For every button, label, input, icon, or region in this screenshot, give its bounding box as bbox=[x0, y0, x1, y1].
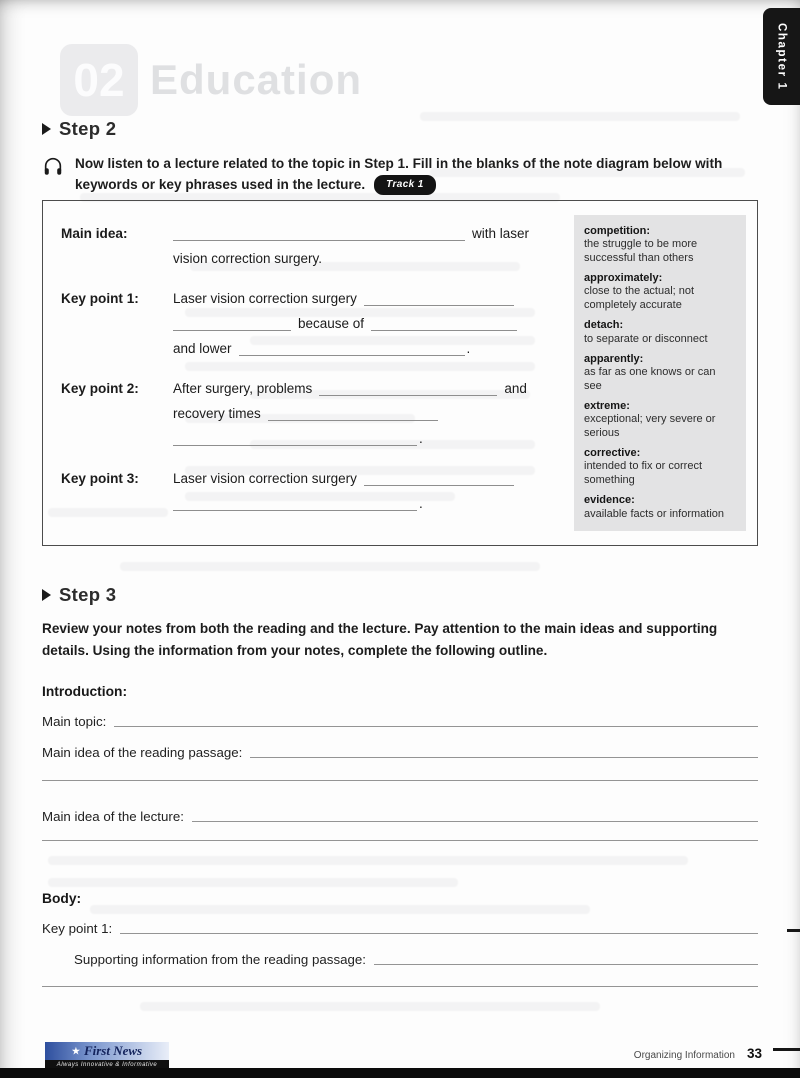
ghost-unit-title: Education bbox=[150, 56, 363, 103]
page-footer bbox=[634, 1046, 762, 1061]
track-badge: Track 1 bbox=[374, 175, 436, 195]
blank-field bbox=[364, 470, 514, 486]
main-topic-label: Main topic: bbox=[42, 713, 107, 729]
glossary-entry bbox=[584, 224, 736, 265]
note-row-key-point-3 bbox=[61, 466, 566, 516]
reading-passage-row bbox=[42, 744, 758, 761]
text-segment: and bbox=[504, 381, 527, 396]
text-segment: . bbox=[466, 341, 471, 356]
glossary-panel bbox=[574, 215, 746, 531]
note-rows bbox=[61, 221, 566, 531]
glossary-entry bbox=[584, 493, 736, 521]
key-point-2-label: Key point 2: bbox=[61, 381, 139, 396]
key-point-1-row bbox=[42, 920, 758, 937]
glossary-definition: intended to fix or correct something bbox=[584, 460, 703, 486]
footer-section-label: Organizing Information bbox=[633, 1050, 735, 1061]
glossary-entry bbox=[584, 318, 736, 346]
step3-title: Step 3 bbox=[59, 584, 117, 605]
answer-line bbox=[120, 933, 758, 934]
glossary-definition: as far as one knows or can see bbox=[584, 366, 716, 392]
answer-line bbox=[42, 986, 758, 987]
note-row-key-point-2 bbox=[61, 376, 566, 451]
key-point-1-label: Key point 1: bbox=[61, 291, 139, 306]
blank-field bbox=[371, 315, 517, 331]
ghost-unit-header bbox=[60, 44, 362, 116]
step2-instruction bbox=[75, 153, 760, 196]
key-point-1-outline-label: Key point 1: bbox=[42, 920, 113, 936]
glossary-definition: available facts or information bbox=[584, 507, 725, 520]
glossary-term: corrective: bbox=[584, 447, 641, 460]
ghost-text-line bbox=[120, 562, 540, 571]
step2-section bbox=[42, 118, 760, 196]
glossary-definition: exceptional; very severe or serious bbox=[584, 413, 716, 439]
answer-line bbox=[374, 964, 758, 965]
main-topic-row bbox=[42, 713, 758, 730]
reading-passage-label: Main idea of the reading passage: bbox=[42, 744, 243, 760]
step3-heading bbox=[42, 584, 758, 606]
text-segment: with laser bbox=[472, 226, 530, 241]
glossary-definition: to separate or disconnect bbox=[584, 332, 708, 345]
text-segment: Laser vision correction surgery bbox=[173, 291, 357, 306]
answer-line bbox=[42, 840, 758, 841]
answer-line bbox=[42, 780, 758, 781]
glossary-entry bbox=[584, 352, 736, 393]
publisher-logo bbox=[45, 1042, 169, 1069]
glossary-term: extreme: bbox=[584, 400, 630, 413]
text-segment: recovery times bbox=[173, 406, 261, 421]
star-icon: ★ bbox=[71, 1045, 80, 1056]
answer-line bbox=[250, 757, 758, 758]
text-segment: . bbox=[419, 496, 423, 511]
lecture-label: Main idea of the lecture: bbox=[42, 808, 184, 824]
body-label: Body: bbox=[42, 890, 82, 906]
blank-field bbox=[173, 315, 291, 331]
key-point-3-label: Key point 3: bbox=[61, 471, 139, 486]
scan-edge-bar bbox=[0, 1068, 800, 1078]
text-segment: Laser vision correction surgery bbox=[173, 471, 357, 486]
text-segment: because of bbox=[298, 316, 365, 331]
edge-mark bbox=[773, 1048, 800, 1051]
introduction-label: Introduction: bbox=[42, 683, 128, 699]
publisher-name: First News bbox=[83, 1043, 143, 1058]
ghost-unit-number: 02 bbox=[60, 44, 138, 116]
glossary-term: approximately: bbox=[584, 272, 663, 285]
ghost-text-line bbox=[140, 1002, 600, 1011]
main-idea-label: Main idea: bbox=[61, 226, 128, 241]
supporting-info-row bbox=[42, 951, 758, 968]
glossary-definition: close to the actual; not completely accurate bbox=[584, 285, 695, 311]
answer-line bbox=[114, 726, 758, 727]
blank-field bbox=[173, 495, 417, 511]
answer-line bbox=[192, 821, 758, 822]
glossary-term: competition: bbox=[584, 225, 650, 237]
glossary-entry bbox=[584, 271, 736, 312]
step-arrow-icon bbox=[42, 123, 51, 135]
glossary-term: detach: bbox=[584, 319, 624, 332]
text-segment: vision correction surgery. bbox=[173, 251, 323, 266]
chapter-tab-label: Chapter 1 bbox=[775, 22, 788, 91]
blank-field bbox=[364, 290, 514, 306]
key-point-3-content bbox=[173, 466, 566, 516]
publisher-logo-title-bar bbox=[45, 1042, 169, 1060]
blank-field bbox=[239, 340, 465, 356]
glossary-entry bbox=[584, 399, 736, 440]
page-number: 33 bbox=[746, 1046, 762, 1061]
step2-instruction-row bbox=[42, 153, 760, 196]
lecture-row bbox=[42, 808, 758, 825]
glossary-term: evidence: bbox=[584, 494, 635, 507]
edge-mark bbox=[787, 929, 800, 932]
glossary-entry bbox=[584, 446, 736, 487]
note-row-key-point-1 bbox=[61, 286, 566, 361]
blank-field bbox=[173, 225, 465, 241]
step-arrow-icon bbox=[42, 589, 51, 601]
key-point-2-content bbox=[173, 376, 566, 451]
headphones-icon bbox=[42, 155, 64, 196]
supporting-info-label: Supporting information from the reading passage: bbox=[74, 951, 366, 967]
chapter-tab bbox=[763, 8, 800, 105]
publisher-tagline: Always Innovative & Informative bbox=[45, 1060, 169, 1069]
step2-heading bbox=[42, 118, 760, 140]
blank-field bbox=[319, 380, 497, 396]
key-point-1-content bbox=[173, 286, 566, 361]
text-segment: . bbox=[419, 431, 423, 446]
step2-title: Step 2 bbox=[59, 118, 117, 139]
step2-instruction-text: Now listen to a lecture related to the topic in Step 1. Fill in the blanks of the note diagram below with keywords or key phrases used in the lecture. bbox=[75, 156, 723, 193]
text-segment: and lower bbox=[173, 341, 232, 356]
text-segment: After surgery, problems bbox=[173, 381, 313, 396]
note-diagram-box bbox=[42, 200, 758, 546]
step3-instruction: Review your notes from both the reading and the lecture. Pay attention to the main ideas and supporting details. Using the information from your notes, complete the following outline. bbox=[42, 621, 718, 658]
glossary-term: apparently: bbox=[584, 352, 644, 365]
blank-field bbox=[173, 430, 417, 446]
main-idea-content bbox=[173, 221, 566, 271]
blank-field bbox=[268, 405, 438, 421]
glossary-definition: the struggle to be more successful than others bbox=[584, 238, 698, 264]
step3-section bbox=[42, 584, 758, 987]
note-row-main-idea bbox=[61, 221, 566, 271]
